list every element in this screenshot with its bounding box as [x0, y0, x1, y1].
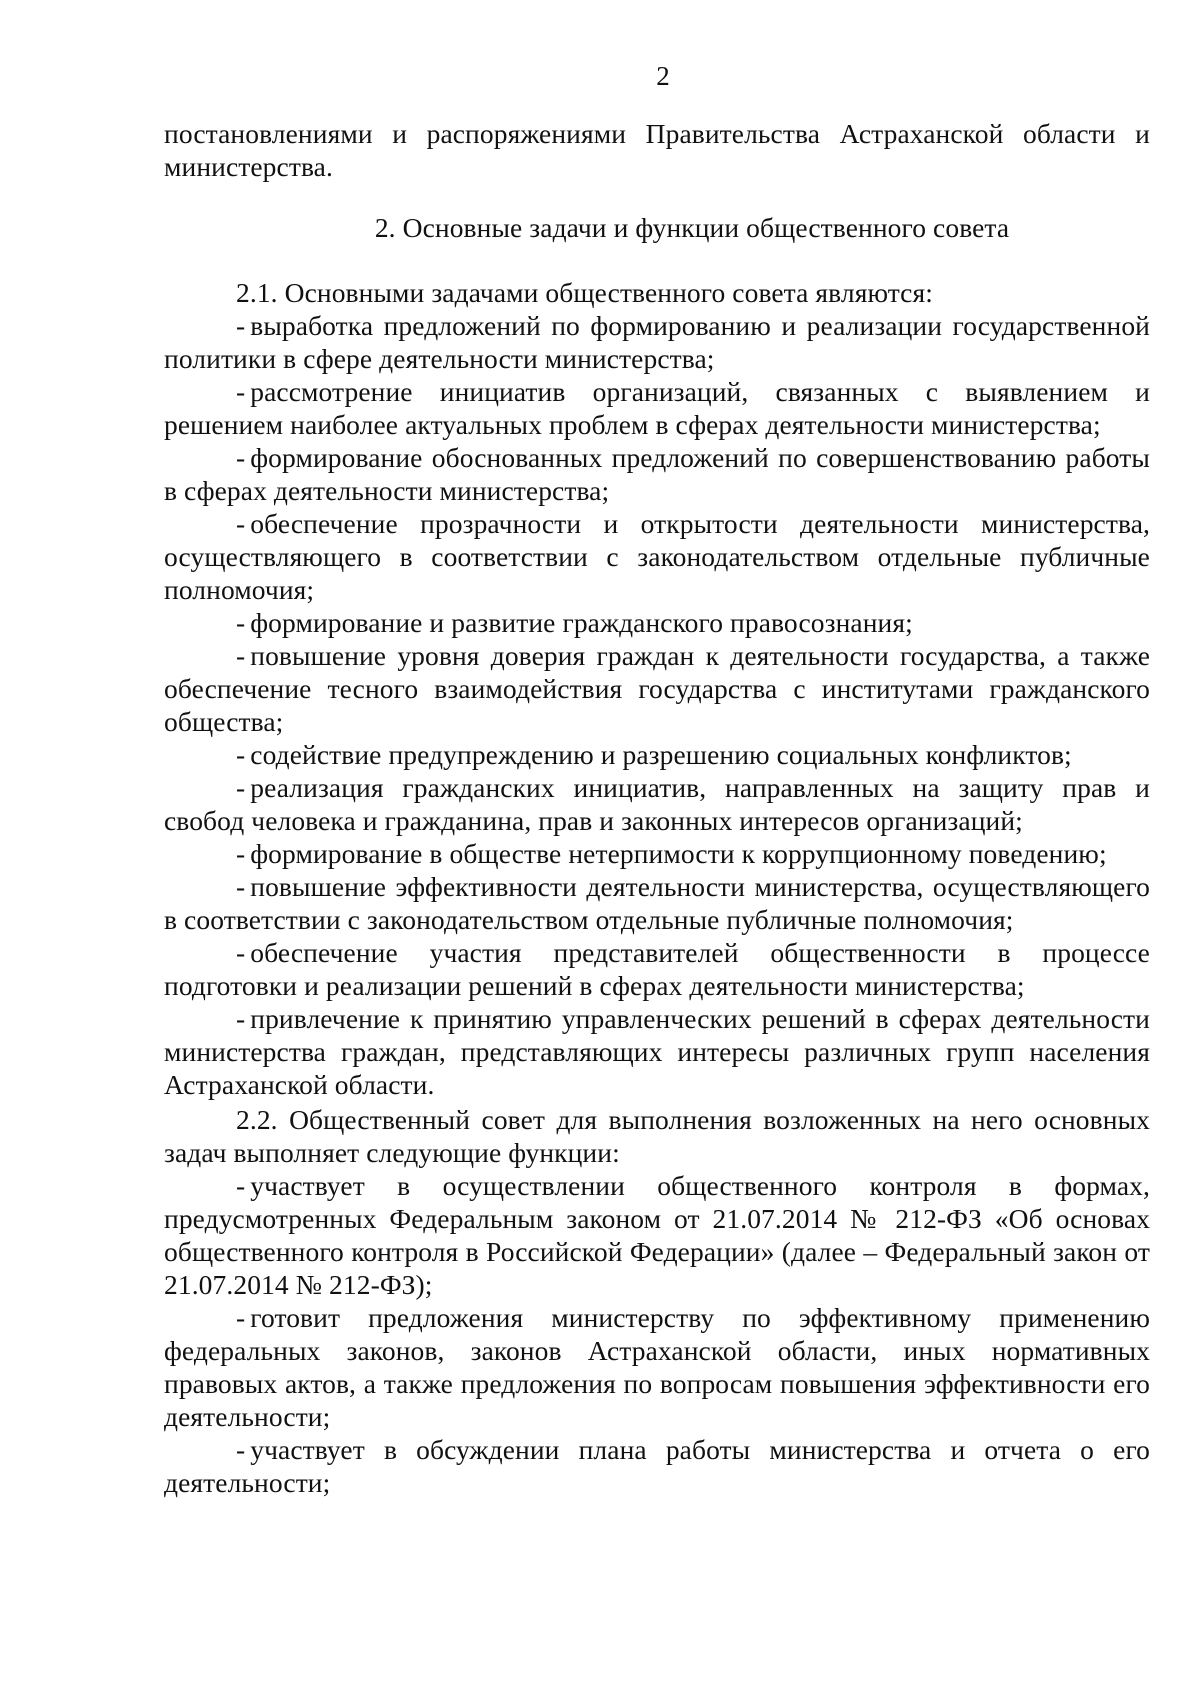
bullet-marker: - — [236, 772, 246, 803]
bullet-marker: - — [236, 442, 246, 473]
list-item-text: формирование в обществе нетерпимости к коррупционному поведению; — [250, 838, 1107, 869]
list-item-text: обеспечение участия представителей общественности в процессе подготовки и реализации решений в сферах деятельности министерства; — [164, 937, 1150, 1001]
list-item — [164, 441, 1150, 507]
bullet-marker: - — [236, 376, 246, 407]
list-item-text: содействие предупреждению и разрешению социальных конфликтов; — [250, 739, 1072, 770]
list-item — [164, 639, 1150, 738]
list-item-text: реализация гражданских инициатив, направленных на защиту прав и свобод человека и гражданина, прав и законных интересов организаций; — [164, 772, 1150, 836]
list-item — [164, 837, 1150, 870]
list-item-text: выработка предложений по формированию и реализации государственной политики в сфере деятельности министерства; — [164, 310, 1150, 374]
functions-list — [164, 1169, 1150, 1499]
bullet-marker: - — [236, 739, 246, 770]
list-item — [164, 1433, 1150, 1499]
list-item-text: обеспечение прозрачности и открытости деятельности министерства, осуществляющего в соответствии с законодательством отдельные публичные полномочия; — [164, 508, 1150, 605]
list-item — [164, 1002, 1150, 1101]
bullet-marker: - — [236, 607, 246, 638]
list-item — [164, 738, 1150, 771]
page-number: 2 — [656, 61, 670, 91]
bullet-marker: - — [236, 1003, 246, 1034]
list-item-text: готовит предложения министерству по эффективному применению федеральных законов, законов Астраханской области, иных нормативных правовых актов, а также предложения по вопросам повышения эффективности его деятельности; — [164, 1302, 1150, 1432]
list-item — [164, 309, 1150, 375]
list-item — [164, 1169, 1150, 1301]
bullet-marker: - — [236, 871, 246, 902]
list-item-text: повышение эффективности деятельности министерства, осуществляющего в соответствии с законодательством отдельные публичные полномочия; — [164, 871, 1150, 935]
list-item — [164, 936, 1150, 1002]
list-item-text: формирование и развитие гражданского правосознания; — [250, 607, 913, 638]
bullet-marker: - — [236, 640, 246, 671]
list-item — [164, 606, 1150, 639]
list-item-text: участвует в обсуждении плана работы министерства и отчета о его деятельности; — [164, 1434, 1150, 1498]
bullet-marker: - — [236, 838, 246, 869]
bullet-marker: - — [236, 937, 246, 968]
clause-2-2-lead: 2.2. Общественный совет для выполнения возложенных на него основных задач выполняет следующие функции: — [164, 1104, 1150, 1168]
list-item — [164, 375, 1150, 441]
document-page — [164, 60, 1150, 1499]
list-item-text: привлечение к принятию управленческих решений в сферах деятельности министерства граждан, представляющих интересы различных групп населения Астраханской области. — [164, 1003, 1150, 1100]
list-item — [164, 771, 1150, 837]
intro-paragraph: постановлениями и распоряжениями Правительства Астраханской области и министерства. — [164, 118, 1150, 182]
bullet-marker: - — [236, 1302, 246, 1333]
bullet-marker: - — [236, 310, 246, 341]
bullet-marker: - — [236, 508, 246, 539]
section-heading: 2. Основные задачи и функции общественного совета — [374, 212, 1010, 243]
tasks-list — [164, 309, 1150, 1101]
list-item — [164, 870, 1150, 936]
list-item-text: формирование обоснованных предложений по совершенствованию работы в сферах деятельности министерства; — [164, 442, 1150, 506]
clause-2-1-lead: 2.1. Основными задачами общественного совета являются: — [236, 277, 933, 308]
bullet-marker: - — [236, 1170, 246, 1201]
list-item — [164, 507, 1150, 606]
list-item — [164, 1301, 1150, 1433]
list-item-text: повышение уровня доверия граждан к деятельности государства, а также обеспечение тесного взаимодействия государства с институтами гражданского общества; — [164, 640, 1150, 737]
list-item-text: участвует в осуществлении общественного контроля в формах, предусмотренных Федеральным законом от 21.07.2014 № 212-ФЗ «Об основах общественного контроля в Российской Федерации» (далее – Федеральный закон от 21.07.2014 № 212-ФЗ); — [164, 1170, 1150, 1300]
list-item-text: рассмотрение инициатив организаций, связанных с выявлением и решением наиболее актуальных проблем в сферах деятельности министерства; — [164, 376, 1150, 440]
bullet-marker: - — [236, 1434, 246, 1465]
